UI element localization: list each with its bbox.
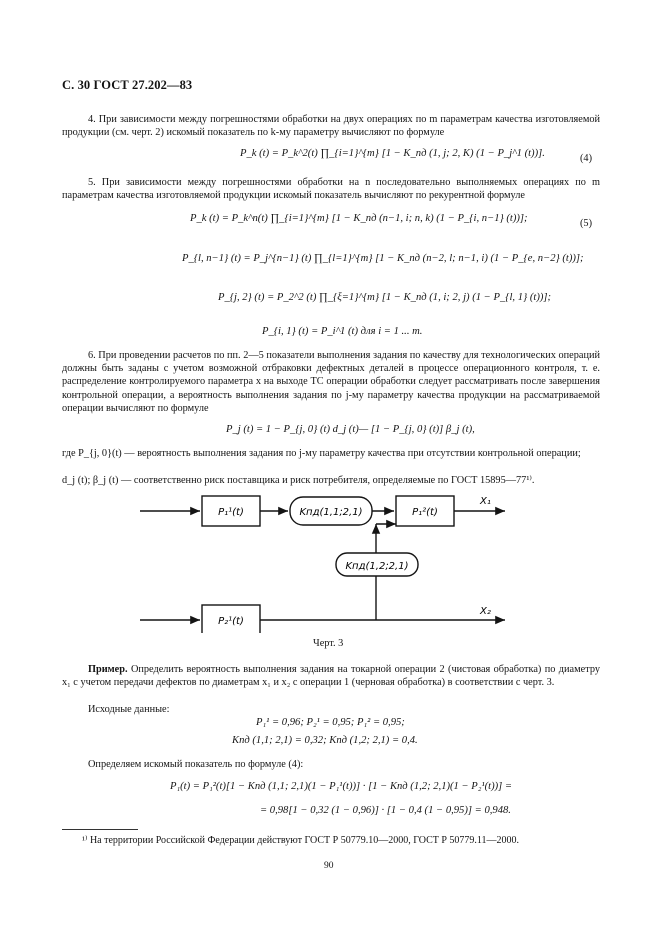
box-p11-label: P₁¹(t) (218, 507, 244, 518)
where-term-1: где P_{j, 0}(t) — (62, 448, 135, 459)
example-text: Определить вероятность выполнения задания на токарной операции 2 (чистовая обработка) по диаметру x₁ с учетом передачи дефектов по диаметрам x₁ и x₂ с операции 1 (черновая обработка) в соответствии с черт. 3. (62, 664, 600, 689)
formula-5c: P_{j, 2} (t) = P_2^2 (t) ∏_{ξ=1}^{m} [1 − K_пд (1, i; 2, j) (1 − P_{l, 1} (t))]; (218, 292, 552, 303)
formula-4-number: (4) (580, 153, 593, 164)
paragraph-4: 4. При зависимости между погрешностями обработки на двух операциях по m параметрам качества изготовляемой продукции (см. черт. 2) искомый показатель по k-му параметру вычисляют по формуле (62, 114, 600, 139)
formula-4: P_k (t) = P_k^2(t) ∏_{i=1}^{m} [1 − K_пд (1, j; 2, K) (1 − P_j^1 (t))]. (240, 148, 545, 159)
formula-6: P_j (t) = 1 − P_{j, 0} (t) d_j (t)— [1 − P_{j, 0} (t)] β_j (t), (226, 424, 475, 435)
output-x1-label: X₁ (480, 496, 491, 507)
formula-5b: P_{l, n−1} (t) = P_j^{n−1} (t) ∏_{l=1}^{m} [1 − K_пд (n−2, l; n−1, i) (1 − P_{e, n−2} (t))]; (182, 253, 584, 264)
calc-line-2: = 0,98[1 − 0,32 (1 − 0,96)] · [1 − 0,4 (1 − 0,95)] = 0,948. (260, 805, 511, 816)
figure-caption: Черт. 3 (313, 638, 344, 649)
page-header: С. 30 ГОСТ 27.202—83 (62, 78, 193, 92)
formula-5-number: (5) (580, 218, 593, 229)
where-line-2 (62, 474, 600, 487)
where-text-2: соответственно риск поставщика и риск потребителя, определяемые по ГОСТ 15895—77¹⁾. (133, 475, 535, 486)
block-diagram (140, 488, 510, 633)
where-text-1: вероятность выполнения задания по j-му параметру качества при отсутствии контрольной операции; (137, 448, 581, 459)
footnote-divider (62, 829, 138, 830)
paragraph-5: 5. При зависимости между погрешностями обработки на n последовательно выполняемых операциях по m параметрам качества изготовляемой продукции искомый показатель вычисляют по рекурентной формуле (62, 177, 600, 202)
calc-line-1: P₁(t) = P₁²(t)[1 − Kпд (1,1; 2,1)(1 − P₁¹(t))] · [1 − Kпд (1,2; 2,1)(1 − P₂¹(t))] = (170, 781, 513, 792)
where-term-2: d_j (t); β_j (t) — (62, 475, 132, 486)
example-paragraph (62, 663, 600, 689)
formula-5a: P_k (t) = P_k^n(t) ∏_{i=1}^{m} [1 − K_пд (n−1, i; n, k) (1 − P_{i, n−1} (t))]; (190, 213, 528, 224)
formula-5d: P_{i, 1} (t) = P_i^1 (t) для i = 1 ... m. (262, 326, 423, 337)
where-line-1 (62, 447, 600, 460)
box-kpd1-label: Kпд(1,1;2,1) (299, 507, 363, 518)
box-p12-label: P₁²(t) (412, 507, 438, 518)
paragraph-6: 6. При проведении расчетов по пп. 2—5 показатели выполнения задания по качеству для технологических операций должны быть заданы с учетом возможной отбраковки дефектных деталей в процессе операционного контроля, т. е. распределение контролируемого параметра x на выходе ТС операции обработки следует рассматривать после завершения контрольной операции, а вероятность выполнения задания по j-му параметру качества продукции на рассматриваемой операции вычисляют по формуле (62, 350, 600, 414)
box-p21-label: P₂¹(t) (218, 616, 244, 627)
page-number: 90 (324, 861, 334, 871)
determine-line: Определяем искомый показатель по формуле (4): (88, 759, 304, 770)
given-values-2: Kпд (1,1; 2,1) = 0,32; Kпд (1,2; 2,1) = 0,4. (232, 735, 418, 746)
initial-data-label: Исходные данные: (88, 704, 170, 715)
output-x2-label: X₂ (480, 606, 491, 617)
box-kpd2-label: Kпд(1,2;2,1) (345, 561, 409, 572)
footnote: ¹⁾ На территории Российской Федерации действуют ГОСТ Р 50779.10—2000, ГОСТ Р 50779.11—2000. (82, 835, 520, 846)
example-label: Пример. (88, 664, 128, 675)
given-values-1: P₁¹ = 0,96; P₂¹ = 0,95; P₁² = 0,95; (256, 717, 405, 728)
